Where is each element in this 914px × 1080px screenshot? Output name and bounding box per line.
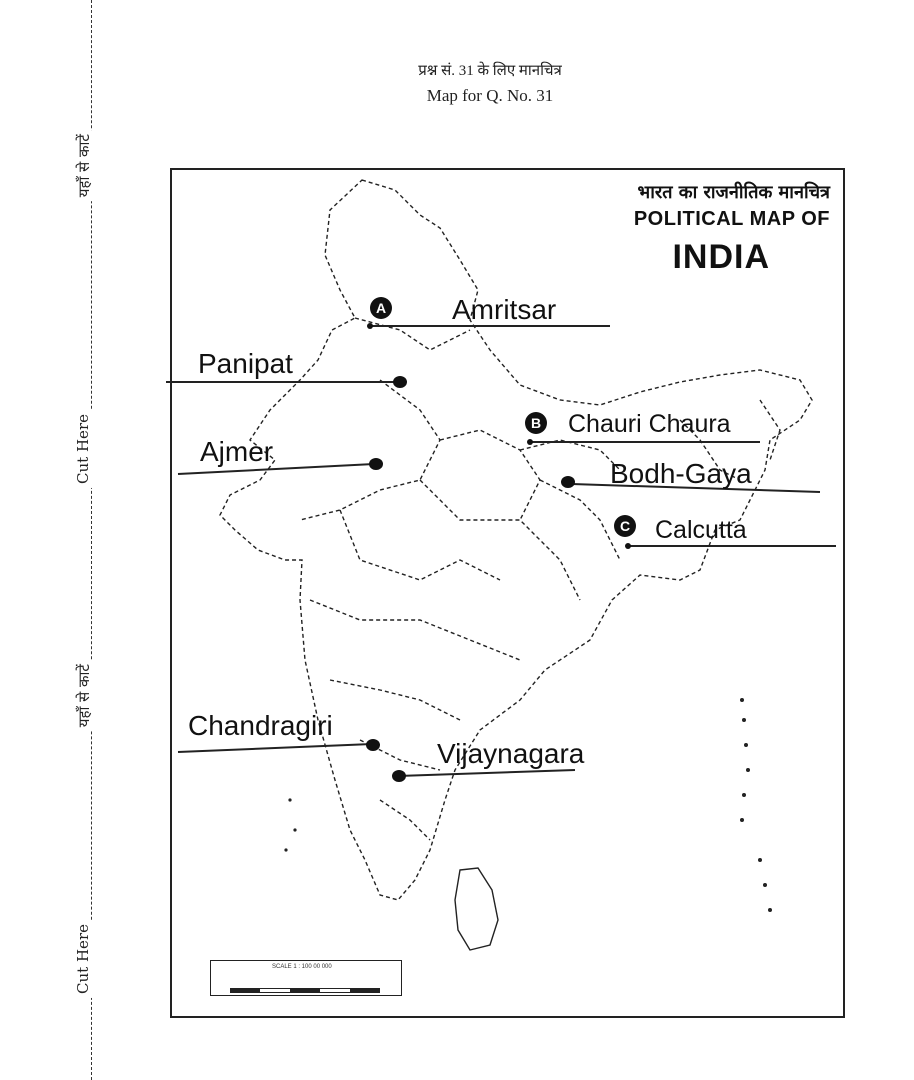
question-header-english: Map for Q. No. 31 — [426, 86, 554, 105]
label-vijaynagara: Vijaynagara — [437, 738, 585, 769]
marker-b: B — [525, 412, 547, 434]
label-chauri-chaura: Chauri Chaura — [568, 410, 731, 438]
chandragiri-leader — [178, 744, 372, 752]
ajmer-dot — [369, 458, 383, 470]
state-boundary — [540, 480, 620, 560]
map-title-english: POLITICAL MAP OF — [633, 208, 830, 230]
state-boundary — [420, 480, 580, 600]
label-ajmer: Ajmer — [200, 436, 274, 467]
cut-here-label-2: Cut Here — [74, 920, 108, 998]
panipat-dot — [393, 376, 407, 388]
marker-c: C — [614, 515, 636, 537]
label-panipat: Panipat — [198, 348, 293, 379]
vijaynagara-leader — [398, 770, 575, 776]
state-boundary — [380, 800, 430, 840]
label-amritsar: Amritsar — [452, 294, 557, 325]
state-boundary — [310, 600, 520, 660]
vijaynagara-dot — [392, 770, 406, 782]
label-chandragiri: Chandragiri — [188, 710, 333, 741]
state-boundary — [440, 430, 540, 520]
map-title-hindi: भारत का राजनीतिक मानचित्र — [637, 182, 830, 203]
cut-here-label-hindi-1: यहाँ से काटें — [74, 130, 108, 201]
sri-lanka-outline — [455, 868, 498, 950]
cut-here-label-1: Cut Here — [74, 410, 108, 488]
question-header-hindi: प्रश्न सं. 31 के लिए मानचित्र — [418, 63, 562, 79]
map-title-country: INDIA — [672, 238, 770, 276]
chandragiri-dot — [366, 739, 380, 751]
scale-segment — [350, 988, 380, 993]
bodh-gaya-dot — [561, 476, 575, 488]
scale-segment — [320, 988, 350, 993]
state-boundary — [330, 680, 460, 720]
label-bodh-gaya: Bodh-Gaya — [610, 458, 752, 489]
cut-here-label-hindi-2: यहाँ से काटें — [74, 660, 108, 731]
scale-segment — [290, 988, 320, 993]
scale-segment — [230, 988, 260, 993]
marker-a: A — [370, 297, 392, 319]
state-boundary — [520, 440, 620, 470]
amritsar-dot — [367, 323, 373, 329]
state-boundary — [760, 400, 780, 460]
calcutta-dot — [625, 543, 631, 549]
scale-segment — [260, 988, 290, 993]
scale-text: SCALE 1 : 100 00 000 — [272, 964, 332, 970]
state-boundary — [300, 380, 440, 520]
label-calcutta: Calcutta — [655, 516, 747, 544]
chauri-chaura-dot — [527, 439, 533, 445]
